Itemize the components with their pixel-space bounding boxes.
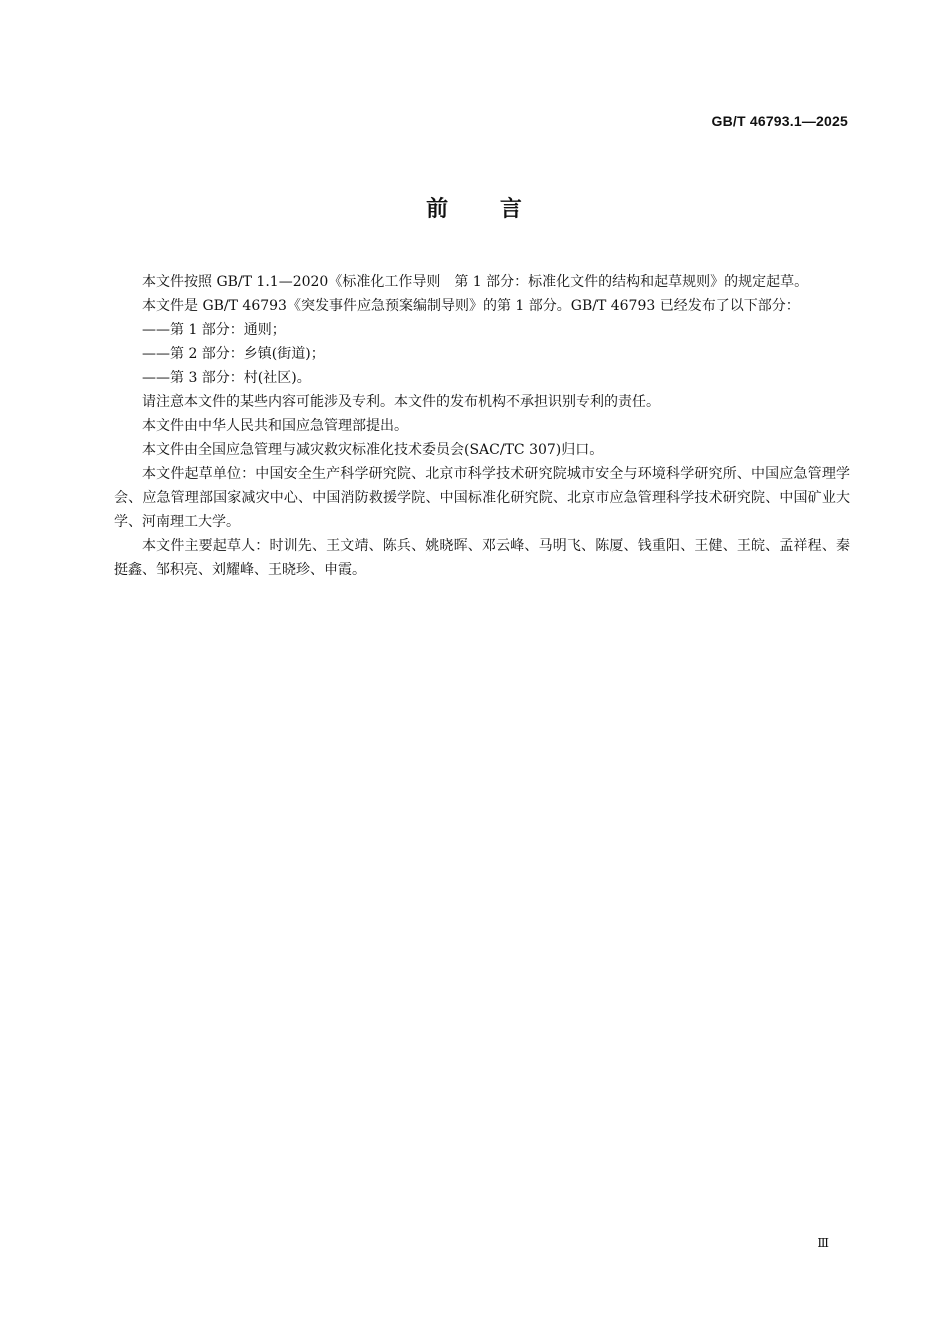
page-title: 前 言 (426, 197, 524, 222)
paragraph-drafting-rules: 本文件按照 GB/T 1.1—2020《标准化工作导则 第 1 部分：标准化文件的结构和起草规则》的规定起草。 (142, 274, 809, 290)
paragraph-technical-committee: 本文件由全国应急管理与减灾救灾标准化技术委员会(SAC/TC 307)归口。 (142, 442, 604, 458)
paragraph-drafters: 本文件主要起草人：时训先、王文靖、陈兵、姚晓晖、邓云峰、马明飞、陈厦、钱重阳、王健、王皖、孟祥程、秦挺鑫、邹积亮、刘耀峰、王晓珍、申霞。 (114, 538, 850, 578)
paragraph-proposer: 本文件由中华人民共和国应急管理部提出。 (142, 418, 408, 434)
list-item-part-3: ——第 3 部分：村(社区)。 (142, 370, 311, 386)
list-item-part-1: ——第 1 部分：通则； (142, 322, 286, 338)
paragraph-drafting-units: 本文件起草单位：中国安全生产科学研究院、北京市科学技术研究院城市安全与环境科学研究所、中国应急管理学会、应急管理部国家减灾中心、中国消防救援学院、中国标准化研究院、北京市应急管理科学技术研究院、中国矿业大学、河南理工大学。 (114, 466, 850, 530)
list-item-part-2: ——第 2 部分：乡镇(街道)； (142, 346, 325, 362)
paragraph-patent-notice: 请注意本文件的某些内容可能涉及专利。本文件的发布机构不承担识别专利的责任。 (142, 394, 660, 410)
standard-code: GB/T 46793.1—2025 (711, 113, 848, 129)
page-number: Ⅲ (817, 1236, 829, 1250)
foreword-body (114, 270, 850, 582)
paragraph-series-parts: 本文件是 GB/T 46793《突发事件应急预案编制导则》的第 1 部分。GB/T 46793 已经发布了以下部分： (142, 298, 800, 314)
